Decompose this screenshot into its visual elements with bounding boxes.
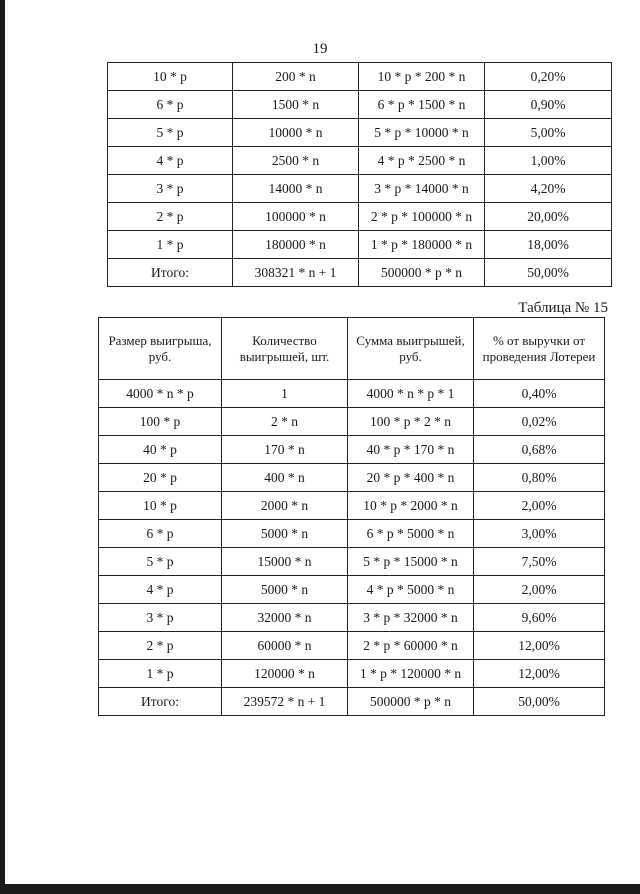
cell-revenue-percent: 0,02% (474, 408, 605, 436)
cell-prize-sum: 3 * р * 32000 * n (348, 604, 474, 632)
prize-table-15 (98, 317, 605, 716)
cell-prize-size: 4000 * n * р (99, 380, 222, 408)
cell-prize-size: 2 * р (99, 632, 222, 660)
table-row (99, 408, 605, 436)
cell-revenue-percent: 50,00% (485, 259, 612, 287)
cell-prize-sum: 500000 * р * n (348, 688, 474, 716)
cell-revenue-percent: 18,00% (485, 231, 612, 259)
cell-prize-sum: 500000 * р * n (359, 259, 485, 287)
cell-prize-count: 5000 * n (222, 576, 348, 604)
cell-revenue-percent: 1,00% (485, 147, 612, 175)
cell-prize-size: 2 * р (108, 203, 233, 231)
cell-prize-sum: 4 * р * 5000 * n (348, 576, 474, 604)
table-row (108, 147, 612, 175)
cell-revenue-percent: 0,40% (474, 380, 605, 408)
cell-revenue-percent: 0,80% (474, 464, 605, 492)
table-row (99, 688, 605, 716)
table-header-row (99, 318, 605, 380)
cell-prize-sum: 4 * р * 2500 * n (359, 147, 485, 175)
cell-revenue-percent: 0,68% (474, 436, 605, 464)
table-row (99, 548, 605, 576)
table-row (99, 576, 605, 604)
cell-prize-size: 5 * р (108, 119, 233, 147)
table-row (108, 91, 612, 119)
cell-prize-count: 200 * n (233, 63, 359, 91)
cell-revenue-percent: 20,00% (485, 203, 612, 231)
cell-prize-count: 14000 * n (233, 175, 359, 203)
cell-prize-sum: 1 * р * 180000 * n (359, 231, 485, 259)
cell-prize-sum: 1 * р * 120000 * n (348, 660, 474, 688)
cell-prize-sum: 5 * р * 15000 * n (348, 548, 474, 576)
cell-prize-sum: 4000 * n * р * 1 (348, 380, 474, 408)
cell-revenue-percent: 12,00% (474, 660, 605, 688)
cell-revenue-percent: 7,50% (474, 548, 605, 576)
cell-prize-size: 5 * р (99, 548, 222, 576)
cell-prize-count: 32000 * n (222, 604, 348, 632)
page-number: 19 (312, 41, 328, 57)
cell-prize-sum: 10 * р * 2000 * n (348, 492, 474, 520)
cell-revenue-percent: 12,00% (474, 632, 605, 660)
cell-prize-size: 10 * р (99, 492, 222, 520)
table-row (108, 203, 612, 231)
cell-prize-size: Итого: (99, 688, 222, 716)
cell-prize-count: 1500 * n (233, 91, 359, 119)
cell-prize-sum: 2 * р * 60000 * n (348, 632, 474, 660)
cell-prize-count: 120000 * n (222, 660, 348, 688)
table-row (108, 119, 612, 147)
cell-prize-count: 180000 * n (233, 231, 359, 259)
cell-prize-size: 4 * р (99, 576, 222, 604)
table-caption: Таблица № 15 (518, 300, 608, 316)
cell-revenue-percent: 5,00% (485, 119, 612, 147)
table-row (108, 231, 612, 259)
cell-prize-sum: 2 * р * 100000 * n (359, 203, 485, 231)
cell-revenue-percent: 4,20% (485, 175, 612, 203)
cell-revenue-percent: 2,00% (474, 492, 605, 520)
cell-prize-size: 100 * р (99, 408, 222, 436)
cell-prize-size: Итого: (108, 259, 233, 287)
cell-revenue-percent: 3,00% (474, 520, 605, 548)
cell-prize-count: 308321 * n + 1 (233, 259, 359, 287)
cell-prize-sum: 6 * р * 1500 * n (359, 91, 485, 119)
cell-revenue-percent: 9,60% (474, 604, 605, 632)
cell-prize-sum: 6 * р * 5000 * n (348, 520, 474, 548)
cell-prize-sum: 100 * р * 2 * n (348, 408, 474, 436)
cell-prize-sum: 5 * р * 10000 * n (359, 119, 485, 147)
cell-prize-count: 5000 * n (222, 520, 348, 548)
cell-prize-sum: 10 * р * 200 * n (359, 63, 485, 91)
table-row (99, 660, 605, 688)
table-row (99, 492, 605, 520)
header-prize-size: Размер выигрыша, руб. (99, 318, 222, 380)
cell-prize-size: 4 * р (108, 147, 233, 175)
cell-prize-count: 239572 * n + 1 (222, 688, 348, 716)
cell-prize-size: 1 * р (108, 231, 233, 259)
cell-revenue-percent: 0,90% (485, 91, 612, 119)
cell-prize-size: 3 * р (108, 175, 233, 203)
cell-prize-count: 2 * n (222, 408, 348, 436)
cell-prize-count: 2500 * n (233, 147, 359, 175)
table-row (108, 259, 612, 287)
cell-prize-size: 10 * р (108, 63, 233, 91)
header-prize-count: Количество выигрышей, шт. (222, 318, 348, 380)
cell-prize-count: 2000 * n (222, 492, 348, 520)
cell-prize-sum: 40 * р * 170 * n (348, 436, 474, 464)
cell-prize-size: 1 * р (99, 660, 222, 688)
prize-table-15-body (99, 380, 605, 716)
cell-prize-sum: 20 * р * 400 * n (348, 464, 474, 492)
cell-prize-count: 170 * n (222, 436, 348, 464)
cell-revenue-percent: 2,00% (474, 576, 605, 604)
cell-prize-count: 100000 * n (233, 203, 359, 231)
scan-border-bottom (0, 884, 640, 894)
cell-prize-sum: 3 * р * 14000 * n (359, 175, 485, 203)
cell-prize-size: 20 * р (99, 464, 222, 492)
table-row (99, 632, 605, 660)
cell-prize-size: 40 * р (99, 436, 222, 464)
prize-table-continued-body (108, 63, 612, 287)
table-row (108, 175, 612, 203)
cell-revenue-percent: 50,00% (474, 688, 605, 716)
cell-prize-count: 1 (222, 380, 348, 408)
table-row (99, 436, 605, 464)
cell-prize-size: 3 * р (99, 604, 222, 632)
cell-prize-size: 6 * р (108, 91, 233, 119)
header-prize-sum: Сумма выигрышей, руб. (348, 318, 474, 380)
table-row (108, 63, 612, 91)
cell-revenue-percent: 0,20% (485, 63, 612, 91)
table-row (99, 464, 605, 492)
cell-prize-count: 60000 * n (222, 632, 348, 660)
cell-prize-count: 10000 * n (233, 119, 359, 147)
header-revenue-percent: % от выручки от проведения Лотереи (474, 318, 605, 380)
table-row (99, 604, 605, 632)
table-row (99, 380, 605, 408)
scan-border-left (0, 0, 5, 894)
cell-prize-count: 15000 * n (222, 548, 348, 576)
prize-table-continued (107, 62, 612, 287)
table-row (99, 520, 605, 548)
cell-prize-size: 6 * р (99, 520, 222, 548)
cell-prize-count: 400 * n (222, 464, 348, 492)
